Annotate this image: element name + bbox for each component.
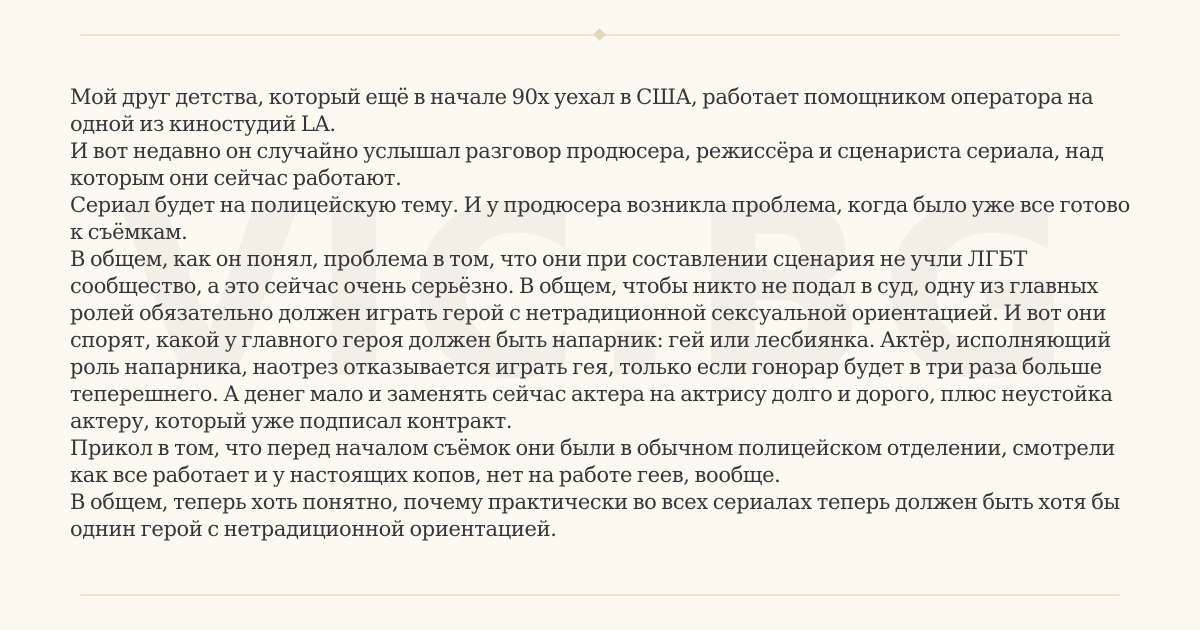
- bottom-divider: [80, 594, 1120, 596]
- story-paragraph: В общем, теперь хоть понятно, почему практически во всех сериалах теперь должен быть хотя бы однин герой с нетрадиционной ориентацией.: [70, 490, 1120, 541]
- story-paragraph: Мой друг детства, который ещё в начале 90х уехал в США, работает помощником оператора на одной из киностудий LA.: [70, 85, 1094, 136]
- divider-diamond-ornament: [593, 28, 606, 41]
- story-paragraph: Сериал будет на полицейскую тему. И у продюсера возникла проблема, когда было уже все готово к съёмкам.: [70, 193, 1130, 244]
- story-paragraph: В общем, как он понял, проблема в том, что они при составлении сценария не учли ЛГБТ сообщество, а это сейчас очень серьёзно. В общем, чтобы никто не подал в суд, одну из главных ролей обязательно должен играть герой с нетрадиционной сексуальной ориентацией. И вот они спорят, какой у главного героя должен быть напарник: гей или лесбиянка. Актёр, исполняющий роль напарника, наотрез отказывается играть гея, только если гонорар будет в три раза больше теперешнего. А денег мало и заменять сейчас актера на актрису долго и дорого, плюс неустойка актеру, который уже подписал контракт.: [70, 247, 1113, 433]
- story-paragraph: И вот недавно он случайно услышал разговор продюсера, режиссёра и сценариста сериала, над которым они сейчас работают.: [70, 139, 1104, 190]
- story-text: [70, 84, 1140, 543]
- story-paragraph: Прикол в том, что перед началом съёмок они были в обычном полицейском отделении, смотрели как все работает и у настоящих копов, нет на работе геев, вообще.: [70, 436, 1116, 487]
